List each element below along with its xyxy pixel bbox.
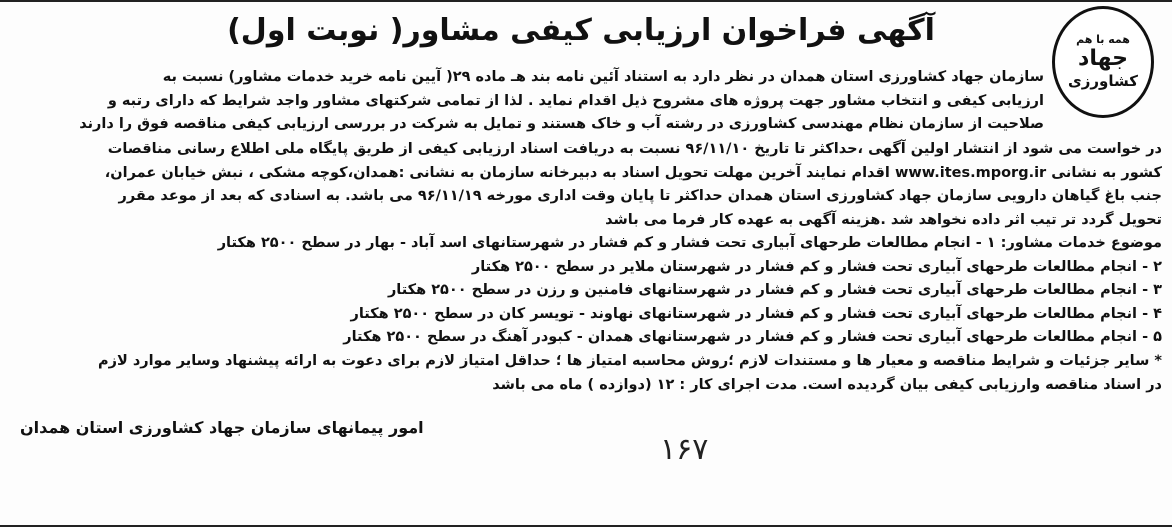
text-line: تحویل گردد تر تیب اثر داده نخواهد شد .هزینه آگهی به عهده کار فرما می باشد (605, 211, 1162, 228)
text-line: جنب باغ گیاهان دارویی سازمان جهاد کشاورزی استان همدان حداکثر تا پایان وقت اداری مورخه ۹۶/۱۱/۱۹ می باشد. به اسنادی که بعد از موعد مقرر (118, 188, 1162, 204)
issuer-signature: امور پیمانهای سازمان جهاد کشاورزی استان همدان (20, 418, 424, 437)
page-title: آگهی فراخوان ارزیابی کیفی مشاور( نوبت اول) (227, 13, 935, 48)
text-line: * سایر جزئیات و شرایط مناقصه و معیار ها و مستندات لازم ؛روش محاسبه امتیاز ها ؛ حداقل امتیاز لازم برای دعوت به ارائه پیشنهاد وسایر موارد لازم (98, 353, 1162, 369)
text-line: صلاحیت از سازمان نظام مهندسی کشاورزی در رشته آب و خاک هستند و تمایل به شرکت در بررسی ارزیابی کیفی مناقصه فوق را دارند (79, 116, 1044, 132)
services-list (10, 232, 1162, 350)
list-item: ۲ - انجام مطالعات طرحهای آبیاری تحت فشار و کم فشار در شهرستان ملایر در سطح ۲۵۰۰ هکتار (471, 258, 1162, 275)
notes-paragraph (10, 350, 1162, 397)
list-item: ۵ - انجام مطالعات طرحهای آبیاری تحت فشار و کم فشار در شهرستانهای همدان - کبودر آهنگ در سطح ۲۵۰۰ هکتار (343, 329, 1162, 345)
handwritten-number: ۱۶۷ (660, 432, 709, 467)
text-line: سازمان جهاد کشاورزی استان همدان در نظر دارد به استناد آئین نامه بند هـ ماده ۲۹( آیین نامه خرید خدمات مشاور) نسبت به (162, 69, 1044, 85)
logo-top-text: همه با هم (1076, 33, 1130, 46)
logo-bottom-text: کشاورزی (1068, 72, 1138, 90)
intro-paragraph (10, 66, 1044, 137)
text-line: ارزیابی کیفی و انتخاب مشاور جهت پروژه های مشروح ذیل اقدام نماید . لذا از تمامی شرکتهای مشاور واجد شرایط که دارای رتبه و (107, 92, 1044, 109)
text-line: کشور به نشانی www.ites.mporg.ir اقدام نمایند آخرین مهلت تحویل اسناد به دبیرخانه سازمان به نشانی :همدان،کوچه مشکی ، نبش خیابان عمران، (104, 164, 1162, 181)
list-item: ۳ - انجام مطالعات طرحهای آبیاری تحت فشار و کم فشار در شهرستانهای فامنین و رزن در سطح ۲۵۰۰ هکتار (387, 282, 1162, 298)
text-line: در اسناد مناقصه وارزیابی کیفی بیان گردیده است. مدت اجرای کار : ۱۲ (دوازده ) ماه می باشد (492, 376, 1162, 393)
text-line: در خواست می شود از انتشار اولین آگهی ،حداکثر تا تاریخ ۹۶/۱۱/۱۰ نسبت به دریافت اسناد ارزیابی کیفی از طریق پایگاه ملی اطلاع رسانی مناقصات (107, 141, 1162, 157)
logo-main-text: جهاد (1078, 46, 1128, 71)
list-item: ۴ - انجام مطالعات طرحهای آبیاری تحت فشار و کم فشار در شهرستانهای نهاوند - تویسر کان در سطح ۲۵۰۰ هکتار (350, 305, 1162, 322)
main-paragraph (10, 138, 1162, 232)
list-item: موضوع خدمات مشاور: ۱ - انجام مطالعات طرحهای آبیاری تحت فشار و کم فشار در شهرستانهای اسد آباد - بهار در سطح ۲۵۰۰ هکتار (217, 235, 1162, 251)
jahad-keshavarzi-logo (1052, 6, 1154, 118)
